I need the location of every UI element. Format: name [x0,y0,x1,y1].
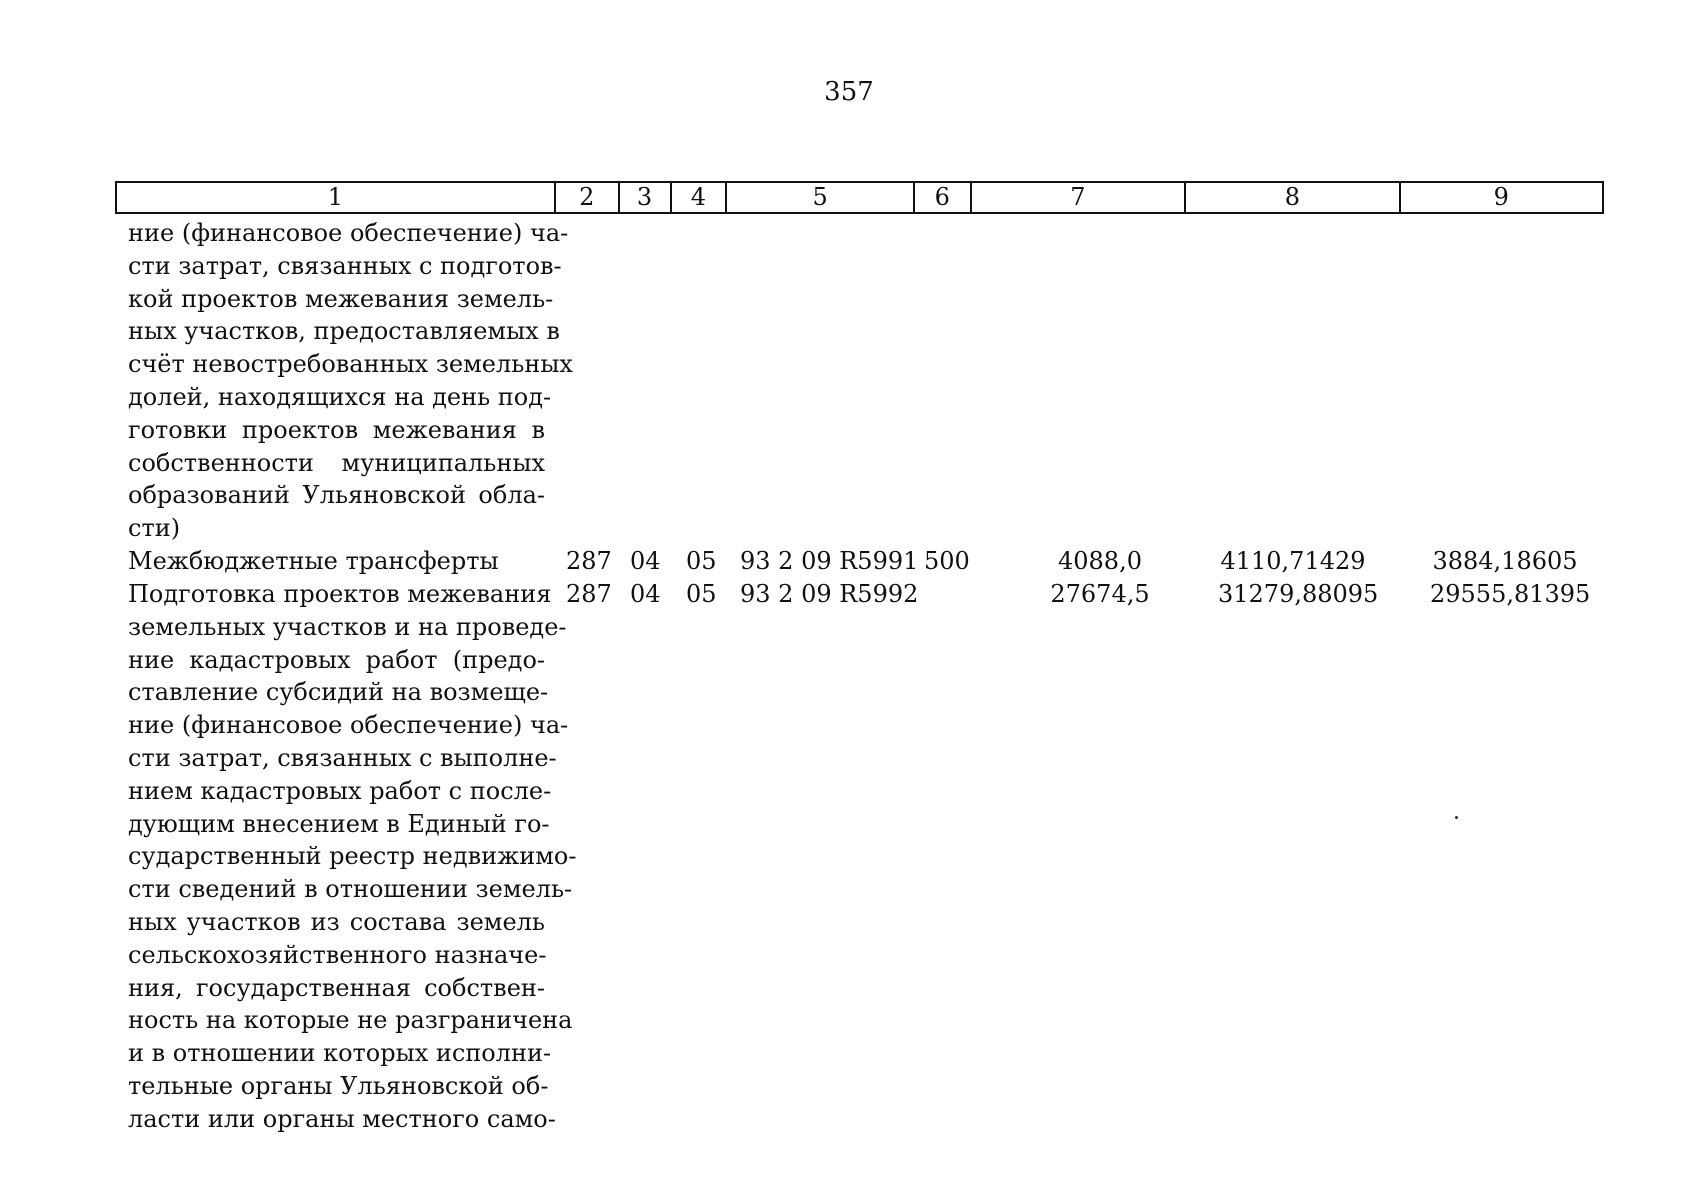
text-line: дующим внесением в Единый го- [128,809,550,838]
text-line: ния, государственная собствен- [128,973,545,1002]
text-line: сти затрат, связанных с выполне- [128,743,557,772]
cell-amount-year3: 29555,81395 [1430,580,1591,608]
text-line: ние (финансовое обеспечение) ча- [128,219,569,247]
cell-target-article: 93 2 09 R5992 [740,580,919,608]
header-col-1: 1 [117,183,556,212]
row-preparation-description [128,578,577,1136]
text-line: счёт невостребованных земельных [128,350,573,379]
header-col-4: 4 [672,183,728,212]
text-line: ных участков из состава земель [128,907,545,936]
text-line: готовки проектов межевания в [128,415,545,444]
text-line: Подготовка проектов межевания [128,580,552,608]
cell-amount-year1: 4088,0 [1058,547,1142,575]
text-line: сти сведений в отношении земель- [128,875,573,904]
row-transfers-label: Межбюджетные трансферты [128,547,499,575]
text-line: долей, находящихся на день под- [128,382,552,411]
text-line: кой проектов межевания земель- [128,284,554,313]
header-col-5: 5 [727,183,915,212]
header-col-3: 3 [620,183,672,212]
text-line: нием кадастровых работ с после- [128,776,552,805]
text-line: и в отношении которых исполни- [128,1039,552,1068]
cell-section: 04 [630,547,661,575]
header-col-7: 7 [972,183,1186,212]
header-col-2: 2 [556,183,620,212]
header-col-6: 6 [915,183,972,212]
cell-section: 04 [630,580,661,608]
text-line: образований Ульяновской обла- [128,481,545,510]
header-col-8: 8 [1186,183,1400,212]
cell-amount-year1: 27674,5 [1050,580,1150,608]
cell-expense-type: 500 [924,547,970,575]
scan-speck [1455,816,1458,819]
text-line: сти затрат, связанных с подготов- [128,251,562,280]
cell-amount-year2: 31279,88095 [1218,580,1379,608]
text-line: ставление субсидий на возмеще- [128,678,549,707]
cell-subsection: 05 [686,580,717,608]
table-header-row [115,181,1604,214]
cell-amount-year2: 4110,71429 [1220,547,1366,575]
text-line: ние кадастровых работ (предо- [128,645,545,674]
cell-ministry: 287 [566,580,612,608]
text-line: сти) [128,514,181,543]
text-line: ласти или органы местного само- [128,1104,556,1133]
text-line: сударственный реестр недвижимо- [128,842,577,871]
cell-target-article: 93 2 09 R5991 [740,547,919,575]
text-line: ние (финансовое обеспечение) ча- [128,711,569,740]
page-number: 357 [824,77,874,107]
cell-ministry: 287 [566,547,612,575]
text-line: собственности муниципальных [128,448,545,477]
text-line: ность на которые не разграничена [128,1006,573,1035]
text-line: ных участков, предоставляемых в [128,317,560,346]
text-line: тельные органы Ульяновской об- [128,1071,549,1100]
cell-subsection: 05 [686,547,717,575]
text-line: земельных участков и на проведе- [128,612,567,641]
text-line: сельскохозяйственного назначе- [128,940,547,969]
row-transfers-label-block [128,545,545,578]
cell-amount-year3: 3884,18605 [1432,547,1578,575]
continued-description [128,217,573,545]
header-col-9: 9 [1493,183,1509,211]
